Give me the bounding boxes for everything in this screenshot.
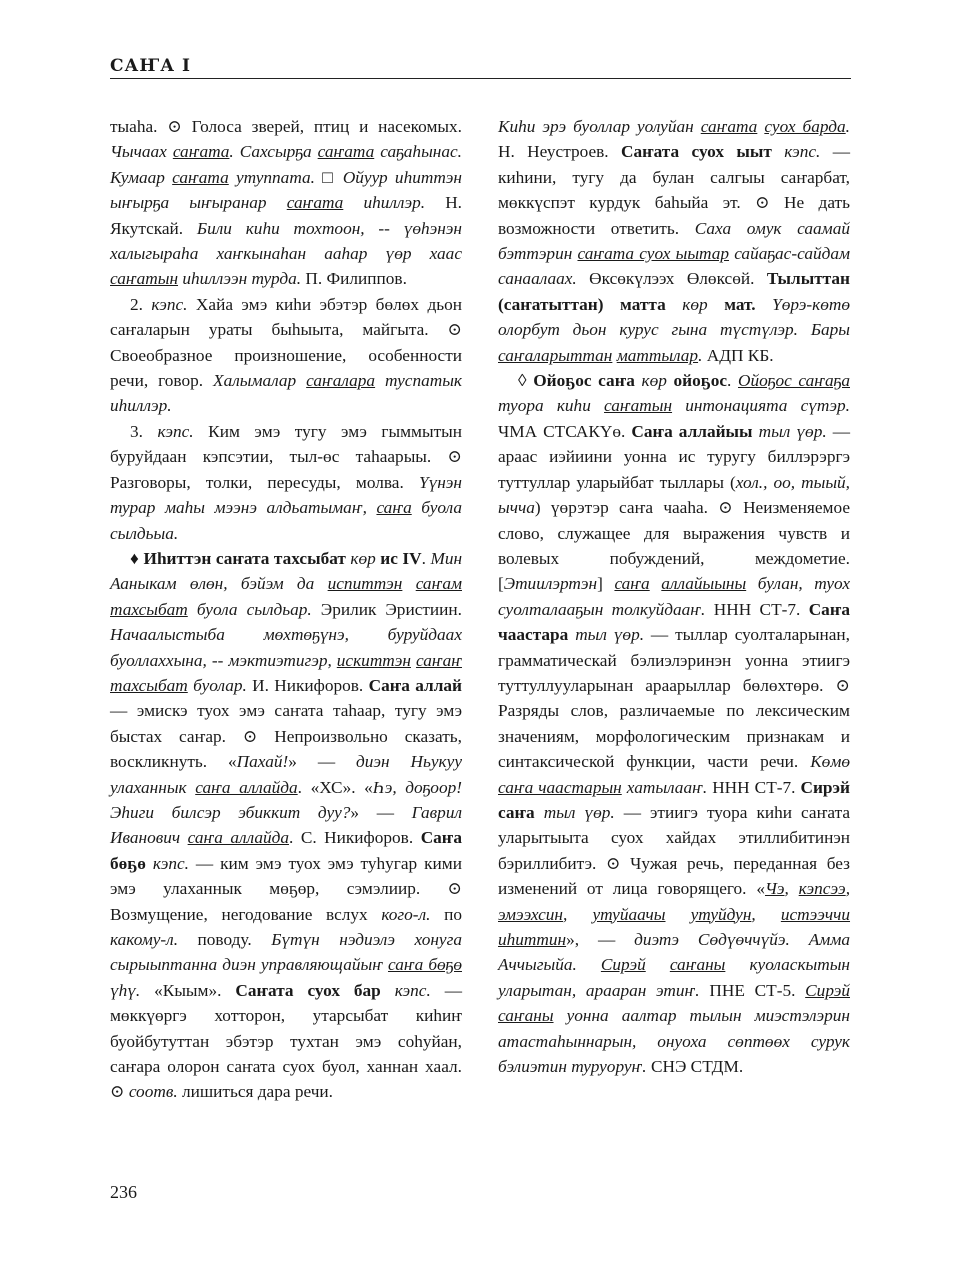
text-run: И. Никифоров.	[252, 675, 369, 695]
text-run: кэпс.	[394, 980, 445, 1000]
text-run: кого-л.	[381, 904, 445, 924]
text-run: ◊	[518, 371, 534, 391]
text-run: Бүтүн нэдиэлэ хонуга сырыыптанна диэн управляющайыҥ	[110, 930, 462, 975]
text-run: куоласкытын уларытан, арааран этиҥ.	[498, 955, 851, 1000]
example-keyword: аллайыыны	[661, 574, 747, 594]
text-run: «Кыым».	[154, 980, 236, 1000]
text-run: » —	[350, 802, 412, 822]
headword: Саҥа бөҕө	[110, 828, 462, 873]
example-keyword: саҥа	[376, 498, 412, 518]
left-column	[110, 114, 462, 1105]
text-run	[650, 574, 662, 593]
text-run: хатылааҥ.	[621, 777, 713, 797]
headword: мат.	[724, 294, 773, 314]
text-run: — тыллар суолталарынан, грамматическай бэлиэлэринэн уонна этиигэ туттуллууларынан араарыллар бөлөхтөрө. ⊙ Разряды слов, различаемые по лексическим значениям, морфологическим признакам и синтаксической функции, части речи.	[498, 625, 850, 772]
text-run: туора киһи	[498, 396, 605, 416]
example-keyword: саҥа бөҕө	[388, 955, 462, 975]
headword: Сирэй саҥа	[498, 777, 850, 822]
text-run: », —	[566, 930, 635, 949]
text-run: .	[698, 345, 707, 365]
running-header: САҤА I	[110, 56, 191, 76]
example-keyword: Ойоҕос саҥаҕа	[738, 371, 850, 391]
text-run: тыаһа. ⊙ Голоса зверей, птиц и насекомых.	[110, 117, 462, 136]
text-run: кэпс.	[784, 142, 833, 162]
headword: Саҥа чаастара	[498, 599, 850, 645]
text-run: туспатык иһиллэр.	[110, 371, 462, 416]
text-run: Ким эмэ тугу эмэ гыммытын буруйдаан кэпсэтии, тыл-өс таһаарыы. ⊙ Разговоры, толки, пересуды, молва.	[110, 421, 463, 492]
text-run: — араас иэйиини уонна ис туругу биллэрэргэ туттуллар уларыйбат тыллары (	[498, 421, 851, 492]
text-run: ,	[751, 904, 781, 924]
text-run: Этиилэртэн	[503, 574, 598, 594]
example-keyword: саҥаҥ	[415, 650, 462, 670]
headword: Саҥа аллайыы	[631, 421, 759, 441]
example-keyword: саҥа аллайда	[195, 777, 298, 797]
text-run: ]	[597, 574, 615, 594]
text-run: сайаҕас-сайдам санаалаах.	[498, 244, 851, 289]
text-run: Үүнэн турар маһы мээнэ алдьатымаҥ,	[110, 472, 462, 518]
example-keyword: Сирэй	[600, 955, 646, 975]
text-run: поводу.	[197, 930, 272, 949]
text-run: уонна аалтар тылын миэстэлэрин атастаһыннарын, онуоха сөптөөх сурук бэлиэтин туруоруҥ.	[498, 1006, 850, 1077]
example-keyword: саҥата	[286, 193, 344, 213]
example-keyword: саҥам	[415, 574, 462, 594]
text-run: ) үөрэтэр саҥа чааһа. ⊙ Неизменяемое слово, служащее для выражения чувств и волевых побуждений, междометие. [	[498, 498, 850, 594]
text-run: лишиться дара речи.	[181, 1082, 334, 1102]
text-run: — ким эмэ туох эмэ туһугар кими эмэ улаханнык мөҕөр, сэмэлиир. ⊙ Возмущение, негодование вслух	[110, 853, 462, 924]
headword: Саҥа аллай	[368, 675, 462, 695]
entry-paragraph	[498, 114, 850, 368]
text-run: ,	[845, 879, 851, 899]
example-keyword: истээччи	[780, 904, 851, 924]
text-run: буола сылдьыа.	[110, 498, 463, 543]
text-run: Гаврил Иванович	[110, 802, 462, 848]
right-column	[498, 114, 850, 1079]
text-run: ЧМА СТСАКҮө.	[498, 421, 632, 441]
example-keyword: тахсыбат	[110, 599, 188, 619]
example-keyword: маттылар	[616, 345, 699, 365]
text-run: 3.	[130, 421, 158, 441]
text-run: 2.	[130, 294, 152, 314]
entry-paragraph	[110, 419, 462, 546]
example-keyword: саҥатын	[604, 396, 673, 416]
example-keyword: Сирэй	[805, 980, 850, 1000]
header-rule	[110, 78, 851, 79]
entry-paragraph	[498, 368, 850, 1079]
example-keyword: эмээхсин	[498, 904, 564, 924]
text-run: — киһини, тугу да булан салгыы саҥарбат, мөккүспэт курдук баһыйа эт. ⊙ Не дать возможности ответить.	[498, 142, 850, 238]
example-keyword: саҥаларыттан	[498, 345, 613, 365]
text-run: . «ХС». «	[297, 777, 373, 797]
text-run: Хайа эмэ киһи эбэтэр бөлөх дьон саҥаларын ураты быһыыта, майгыта. ⊙ Своеобразное произношение, особенности речи, говор.	[110, 294, 463, 391]
text-run: Мин Ааныкам өлөн, бэйэм да	[110, 548, 463, 594]
text-run: ННН СТ-7.	[712, 777, 801, 797]
text-run: Һэ, доҕоор! Эһиги билсэр эбиккит дуу?	[110, 777, 462, 822]
headword: ис IV	[380, 548, 422, 568]
text-run: Саха омук саамай бэттэрин	[498, 218, 850, 264]
example-keyword: саҥата	[700, 117, 758, 136]
text-run: — этиигэ туора киһи саҥата уларытыыта суох хайдах этиллибитинэн бэриллибитэ. ⊙ Чужая речь, переданная без изменений от лица говорящего. «	[498, 802, 850, 899]
text-run: көр	[350, 548, 381, 568]
text-run: Чычаах	[110, 142, 173, 162]
entry-paragraph	[110, 114, 462, 292]
example-keyword: саҥалара	[306, 371, 376, 391]
text-run: по	[444, 904, 462, 924]
example-keyword: саҥа	[614, 574, 650, 594]
text-run: Начаалыстыба мөхтөҕүнэ, буруйдаах буоллаххына, -- мэктиэтигэр,	[110, 625, 462, 670]
text-run: Көмө	[810, 752, 850, 772]
example-keyword: испиттэн	[327, 574, 403, 594]
example-keyword: суох барда	[764, 117, 846, 136]
text-run: иһиллээн турда.	[178, 269, 306, 289]
text-run: ,	[784, 879, 799, 899]
example-keyword: саҥатын	[110, 269, 179, 289]
text-run: . Сахсырҕа	[229, 142, 318, 162]
text-run: ННН СТ-7.	[713, 599, 809, 619]
text-run	[666, 905, 691, 924]
text-run	[402, 574, 415, 593]
text-run: СНЭ СТДМ.	[650, 1057, 744, 1077]
text-run: Өксөкүлээх Өлөксөй.	[589, 269, 767, 289]
example-keyword: саҥата	[172, 167, 229, 187]
text-run: тыл үөр.	[758, 421, 833, 441]
text-run: ,	[563, 904, 593, 924]
text-run: » —	[288, 752, 357, 772]
text-run: утуппата.	[228, 167, 323, 187]
text-run: интонацията сүтэр.	[672, 396, 850, 416]
text-run: буолар.	[187, 675, 253, 695]
text-run: Халымалар	[213, 371, 307, 391]
example-keyword: саҥаны	[498, 1006, 554, 1026]
text-run: буола сылдьар.	[187, 599, 321, 619]
text-run: булан, туох суолталааҕын толкуйдааҥ.	[498, 574, 850, 619]
text-run: тыл үөр.	[543, 802, 624, 822]
example-keyword: тахсыбат	[110, 675, 188, 695]
text-run: соотв.	[128, 1082, 182, 1102]
example-keyword: иһиттин	[498, 930, 567, 949]
headword: ойоҕос	[673, 371, 728, 391]
page-number: 236	[110, 1182, 137, 1202]
entry-paragraph	[110, 546, 462, 1105]
example-keyword: саҥата	[172, 142, 230, 162]
text-run: кэпс.	[152, 853, 196, 873]
text-run: Үөрэ-көтө олорбут дьон курус гына түстүлэр. Бары	[498, 294, 850, 340]
example-keyword: утуйаачы	[592, 904, 666, 924]
headword: Ойоҕос саҥа	[533, 371, 642, 391]
text-run: Н. Якутскай.	[110, 193, 462, 238]
example-keyword: саҥа чаастарын	[498, 777, 622, 797]
text-run: иһиллэр.	[343, 193, 446, 213]
example-keyword: утуйдун	[690, 904, 752, 924]
text-run: Били киһи тохтоон, -- үөһэнэн халыгыраһа хаҥкынаһан ааһар үөр хаас	[110, 218, 462, 264]
text-run: үһү.	[110, 980, 155, 1000]
entry-paragraph	[110, 292, 462, 419]
text-run: көр	[682, 294, 725, 314]
text-run: Н. Неустроев.	[498, 142, 621, 162]
text-run: диэтэ Сөдүөччүйэ. Амма Аччыгыйа.	[498, 930, 850, 975]
headword: Тылыттан (саҥатыттан) матта	[498, 269, 850, 314]
text-run: .	[421, 548, 431, 568]
example-keyword: искиттэн	[336, 650, 411, 670]
headword: Саҥата суох ыыт	[620, 142, 785, 162]
text-run: Пахай!	[236, 752, 289, 772]
text-run: Эрилик Эристиин.	[320, 599, 462, 619]
text-run: саҕаһынас. Кумаар	[110, 142, 462, 187]
text-run	[646, 955, 670, 974]
headword: Саҥата суох бар	[235, 980, 395, 1000]
text-run: П. Филиппов.	[305, 269, 407, 289]
text-run: АДП КБ.	[706, 345, 774, 365]
text-run: .	[845, 117, 850, 136]
text-run: ПНЕ СТ-5.	[709, 980, 806, 1000]
headword: Иһиттэн саҥата тахсыбат	[143, 548, 351, 568]
text-run: ♦	[130, 548, 144, 568]
text-run: — эмискэ туох эмэ саҥата таһаар, тугу эмэ быстах саҥар. ⊙ Непроизвольно сказать, воскликнуть. «	[110, 701, 462, 772]
text-run: □	[322, 167, 343, 187]
text-run: кэпс.	[151, 294, 196, 314]
text-run: — мөккүөргэ хотторон, утарсыбат киһиҥ буойбутуттан эбэтэр тухтан эмэ соһуйан, саҥара олорон саҥата суох буол, ханнан хаал. ⊙	[110, 980, 462, 1102]
text-run: кэпс.	[157, 421, 209, 441]
text-run: какому-л.	[110, 930, 198, 949]
text-run: хол., оо, тыый, ычча	[498, 472, 850, 518]
text-run: диэн Ньукуу улаханнык	[110, 752, 462, 797]
example-keyword: саҥаны	[669, 955, 726, 975]
example-keyword: кэпсээ	[798, 879, 846, 899]
text-run: көр	[641, 371, 674, 391]
text-run: Киһи эрэ буоллар уолуйан	[498, 117, 701, 136]
text-run: Ойуур иһиттэн ыҥырҕа ыҥыранар	[110, 167, 462, 213]
text-run: тыл үөр.	[575, 625, 651, 645]
example-keyword: Чэ	[764, 879, 785, 899]
example-keyword: саҥа аллайда	[187, 828, 289, 848]
example-keyword: саҥата	[317, 142, 375, 162]
text-run: .	[727, 371, 739, 391]
example-keyword: саҥата суох ыытар	[577, 244, 730, 264]
text-run: . С. Никифоров.	[288, 828, 421, 848]
